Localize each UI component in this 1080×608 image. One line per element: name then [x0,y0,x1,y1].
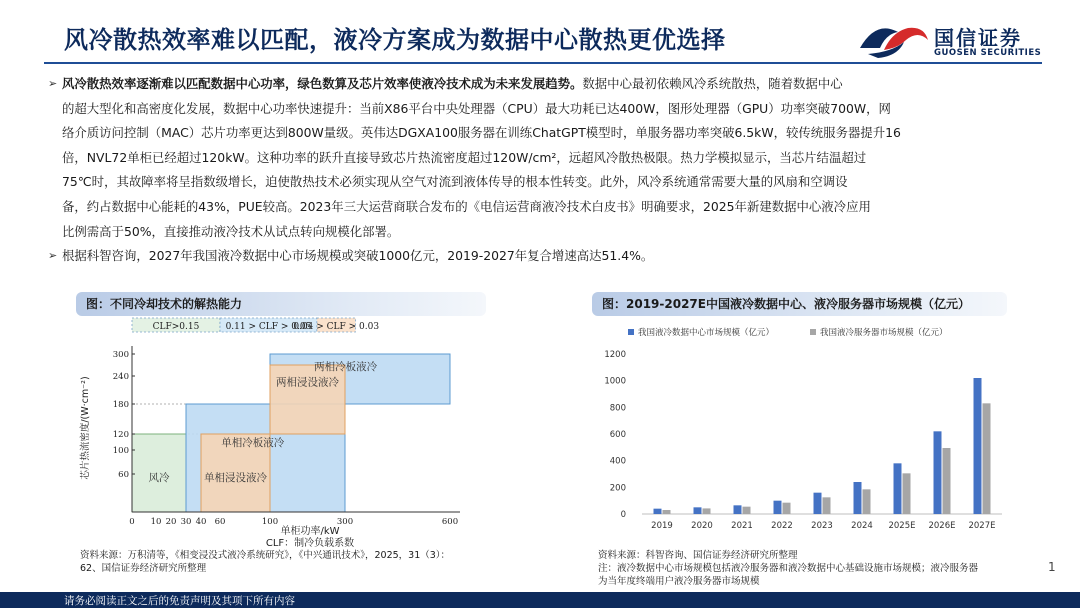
bar [783,503,791,514]
bar [694,507,702,514]
legend-swatch [628,329,634,335]
x-tick-label: 30 [180,517,192,527]
bullet-text-line: 备，约占数据中心能耗的43%，PUE较高。2023年三大运营商联合发布的《电信运营商液冷技术白皮书》明确要求，2025年新建数据中心液冷应用 [62,198,871,214]
footer-text: 请务必阅读正文之后的免责声明及其项下所有内容 [64,595,295,607]
x-tick-label: 2021 [731,521,753,531]
bar [903,473,911,514]
bar [743,507,751,514]
x-tick-label: 40 [195,517,207,527]
x-tick-label: 2022 [771,521,793,531]
x-tick-label: 60 [214,517,226,527]
clf-band-label: CLF>0.15 [152,322,200,332]
bar [983,403,991,514]
bullet-item [48,244,1038,269]
disclaimer-footer [0,592,1080,608]
y-tick-label: 100 [112,446,129,456]
y-tick-label: 1200 [604,350,626,360]
bullet-list [48,72,1038,269]
bullet-text-line: 络介质访问控制（MAC）芯片功率更达到800W量级。英伟达DGXA100服务器在训练ChatGPT模型时，单服务器功率突破6.5kW，较传统服务器提升16 [62,125,901,141]
x-tick-label: 10 [150,517,162,527]
source-line: 资料来源：科智咨询、国信证券经济研究所整理 [598,550,798,561]
clf-band-label: 0.04 > CLF > 0.03 [293,322,380,332]
source-line: 资料来源：万积清等，《相变浸没式液冷系统研究》，《中兴通讯技术》，2025，31（3）： [80,550,451,561]
x-axis-label: 单柜功率/kW [280,526,340,537]
x-tick-label: 600 [441,517,459,527]
x-tick-label: 0 [129,517,135,527]
source-line: 注：液冷数据中心市场规模包括液冷服务器和液冷数据中心基础设施市场规模；液冷服务器 [598,563,979,574]
cooling-region-label: 单相冷板液冷 [221,436,285,449]
legend-label: 我国液冷服务器市场规模（亿元） [820,328,948,338]
x-tick-label: 2020 [691,521,713,531]
y-tick-label: 120 [112,430,129,440]
bar [854,482,862,514]
x-tick-label: 2024 [851,521,873,531]
y-tick-label: 180 [112,400,129,410]
company-logo [858,18,1042,60]
page-title: 风冷散热效率难以匹配，液冷方案成为数据中心散热更优选择 [64,26,726,54]
bar [823,497,831,514]
bar [814,493,822,514]
x-tick-label: 2023 [811,521,833,531]
source-line: 62、国信证券经济研究所整理 [80,563,207,574]
bar [894,463,902,514]
y-tick-label: 600 [609,430,626,440]
bullet-text-line: 数据中心最初依赖风冷系统散热，随着数据中心 [582,76,843,91]
y-tick-label: 1000 [604,376,626,387]
logo-en-text: GUOSEN SECURITIES [934,48,1042,58]
title-divider [44,62,1042,64]
bar [654,509,662,514]
clf-band-label: 0.11 > CLF > 0.05 [225,322,312,332]
y-tick-label: 240 [112,372,129,382]
x-tick-label: 2025E [888,521,916,531]
figure2-source [598,549,1018,588]
bullet-bold-lead: 风冷散热效率逐渐难以匹配数据中心功率，绿色数算及芯片效率使液冷技术成为未来发展趋势。 [62,76,583,91]
x-tick-label: 300 [336,517,354,527]
cooling-region [270,365,345,434]
legend-label: 我国液冷数据中心市场规模（亿元） [638,328,775,338]
cooling-region-label: 单相浸没液冷 [204,471,267,484]
arrow-bullet-icon: ➢ [48,249,58,263]
y-tick-label: 60 [118,470,129,480]
x-tick-label: 2027E [968,521,996,531]
bar [703,508,711,514]
logo-cn-text: 国信证券 [934,26,1022,50]
y-tick-label: 800 [609,403,626,414]
y-tick-label: 400 [609,456,626,467]
bar [974,378,982,514]
arrow-bullet-icon: ➢ [48,77,58,90]
y-tick-label: 0 [620,510,626,520]
y-tick-label: 200 [609,483,626,494]
x-tick-label: 2019 [651,521,673,531]
bullet-text-line: 的超大型化和高密度化发展，数据中心功率快速提升：当前X86平台中央处理器（CPU）最大功耗已达400W，图形处理器（GPU）功率突破700W，网 [62,100,891,116]
y-axis-label: 芯片热流密度/(W·cm⁻²) [80,376,91,480]
cooling-region-label: 两相冷板液冷 [314,361,378,373]
source-line: 为当年度终端用户液冷服务器市场规模 [598,576,760,587]
clf-note: CLF：制冷负载系数 [265,538,355,548]
cooling-capacity-diagram [60,316,490,548]
slide-header [0,0,1080,68]
legend-swatch [810,329,816,335]
cooling-region-label: 风冷 [148,471,170,484]
bar [863,489,871,514]
bullet-text-line: 倍，NVL72单柜已经超过120kW。这种功率的跃升直接导致芯片热流密度超过120W/cm²，远超风冷散热极限。热力学模拟显示，当芯片结温超过 [62,149,867,165]
bullet-item [48,72,1038,244]
bullet-text-line: 75℃时，其故障率将呈指数级增长，迫使散热技术必须实现从空气对流到液体传导的根本性转变。此外，风冷系统通常需要大量的风扇和空调设 [62,174,848,190]
bar [734,505,742,514]
bar [774,501,782,514]
figure1-source [80,549,500,575]
bar [943,448,951,514]
bullet-text-line: 比例需高于50%，直接推动液冷技术从试点转向规模化部署。 [62,223,400,239]
figure1-title: 图：不同冷却技术的解热能力 [76,292,486,316]
bar [934,431,942,514]
y-tick-label: 300 [112,350,129,360]
bullet-text-line: 根据科智咨询，2027年我国液冷数据中心市场规模或突破1000亿元，2019-2027年复合增速高达51.4%。 [62,248,654,264]
x-tick-label: 20 [165,517,177,527]
bar [663,510,671,514]
figure2-title: 图：2019-2027E中国液冷数据中心、液冷服务器市场规模（亿元） [592,292,1007,316]
guosen-logo-icon [858,18,930,60]
page-number: 1 [1048,560,1056,574]
market-size-bar-chart [592,320,1012,540]
cooling-region-label: 两相浸没液冷 [276,376,339,389]
x-tick-label: 100 [261,517,279,527]
x-tick-label: 2026E [928,521,956,531]
